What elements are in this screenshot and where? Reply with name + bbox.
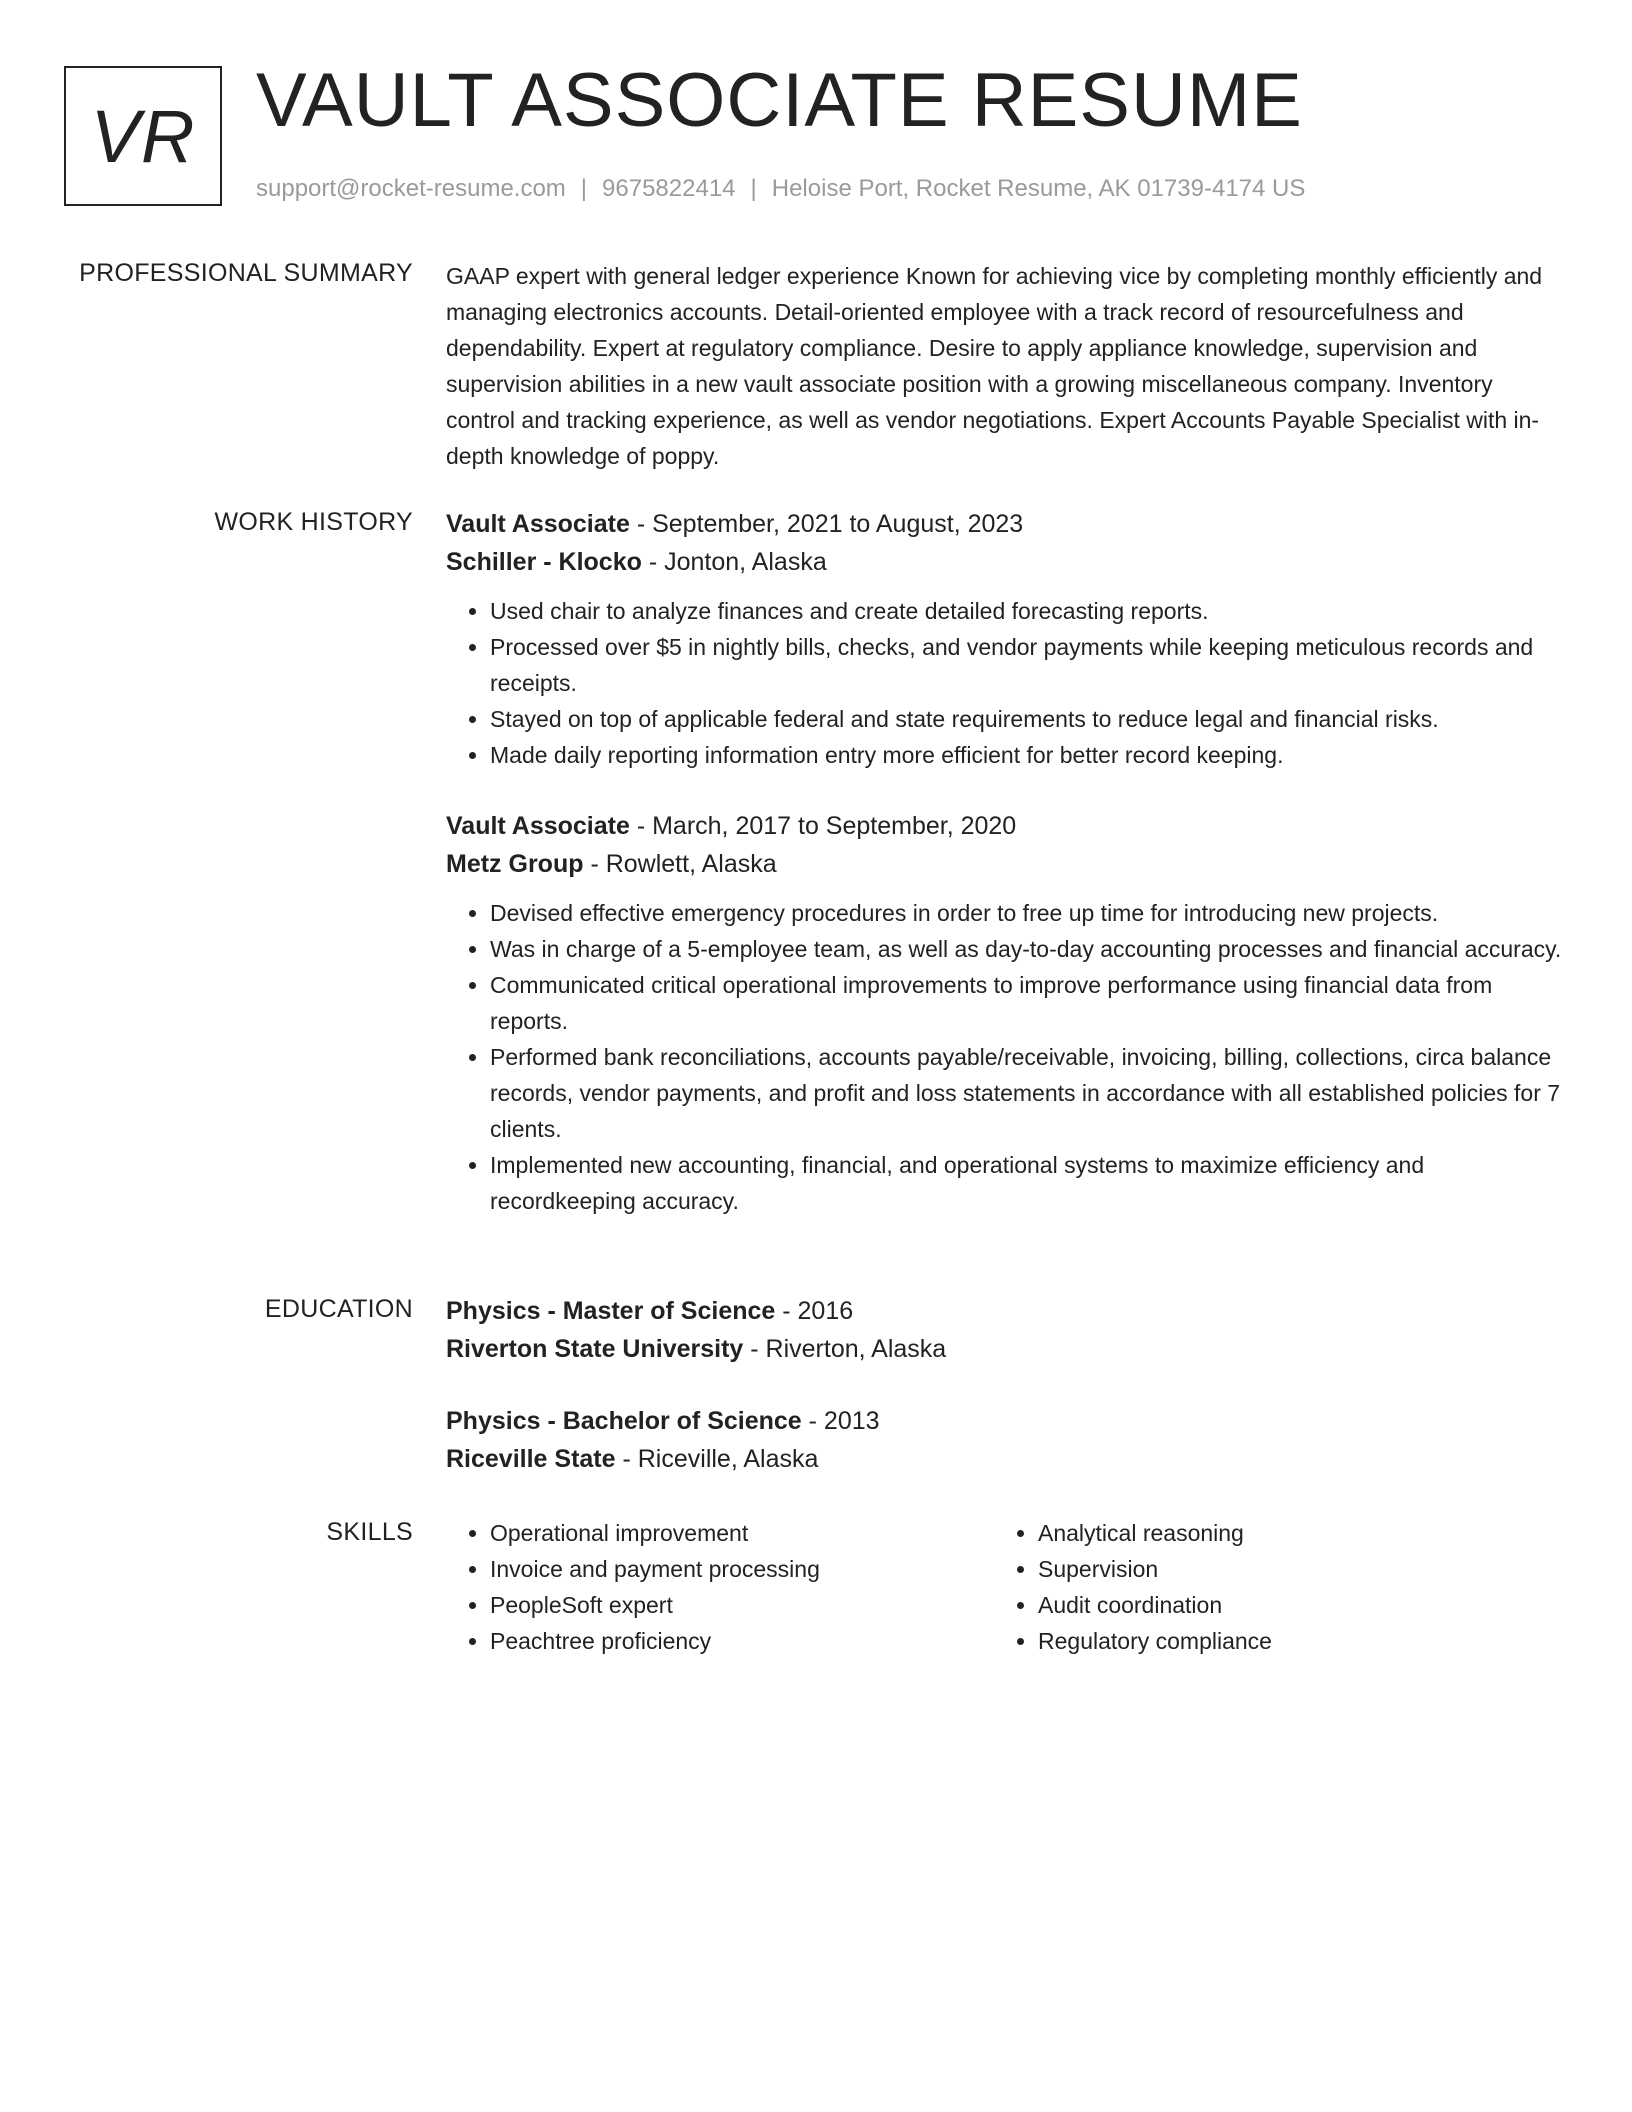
skills-body [446, 1515, 1562, 1659]
skill-item: • Supervision [1038, 1551, 1542, 1587]
skill-item: • Regulatory compliance [1038, 1623, 1542, 1659]
education-school: Riverton State University [446, 1335, 744, 1363]
education-body [446, 1292, 1562, 1478]
job-bullet: • Communicated critical operational improvements to improve performance using financial data from reports. [490, 967, 1562, 1039]
skill-item: • Analytical reasoning [1038, 1515, 1542, 1551]
contact-phone: 9675822414 [602, 175, 736, 202]
education-degree: Physics - Bachelor of Science [446, 1407, 802, 1435]
work-history-label: WORK HISTORY [214, 508, 413, 536]
job-company: Metz Group [446, 850, 584, 878]
job-title-line [446, 807, 1562, 845]
job-entry [446, 505, 1562, 773]
education-school-line [446, 1440, 1562, 1478]
monogram-box [64, 66, 222, 206]
skill-item: • Operational improvement [490, 1515, 994, 1551]
job-bullet: • Was in charge of a 5-employee team, as well as day-to-day accounting processes and financial accuracy. [490, 931, 1562, 967]
education-entry [446, 1402, 1562, 1478]
job-title-line [446, 505, 1562, 543]
monogram-initials: VR [90, 94, 196, 178]
contact-separator: | [750, 175, 757, 202]
work-history-body [446, 505, 1562, 1219]
education-year: - 2016 [775, 1297, 854, 1325]
job-title: Vault Associate [446, 510, 630, 538]
skills-grid [446, 1515, 1562, 1659]
education-location: - Riceville, Alaska [615, 1445, 819, 1473]
education-degree: Physics - Master of Science [446, 1297, 776, 1325]
job-location: - Rowlett, Alaska [583, 850, 777, 878]
job-bullet: • Implemented new accounting, financial, and operational systems to maximize efficiency and recordkeeping accuracy. [490, 1147, 1562, 1219]
education-degree-line [446, 1402, 1562, 1440]
skills-column-right [994, 1515, 1542, 1659]
skill-item: • Peachtree proficiency [490, 1623, 994, 1659]
education-year: - 2013 [801, 1407, 880, 1435]
job-bullets [446, 593, 1562, 773]
skill-item: • Invoice and payment processing [490, 1551, 994, 1587]
education-school-line [446, 1330, 1562, 1368]
job-entry [446, 807, 1562, 1219]
contact-email: support@rocket-resume.com [256, 175, 566, 202]
job-bullets [446, 895, 1562, 1219]
job-location: - Jonton, Alaska [641, 548, 827, 576]
job-company-line [446, 543, 1562, 581]
job-dates: - March, 2017 to September, 2020 [629, 812, 1017, 840]
education-school: Riceville State [446, 1445, 616, 1473]
summary-text: GAAP expert with general ledger experience Known for achieving vice by completing monthly efficiently and managing electronics accounts. Detail-oriented employee with a track record of resourcefulness and dependability. Expert at regulatory compliance. Desire to apply appliance knowledge, supervision and supervision abilities in a new vault associate position with a growing miscellaneous company. Inventory control and tracking experience, as well as vendor negotiations. Expert Accounts Payable Specialist with in-depth knowledge of poppy. [446, 263, 1543, 469]
contact-line [256, 174, 1305, 204]
job-bullet: • Performed bank reconciliations, accounts payable/receivable, invoicing, billing, collections, circa balance records, vendor payments, and profit and loss statements in accordance with all established policies for 7 clients. [490, 1039, 1562, 1147]
job-company-line [446, 845, 1562, 883]
education-location: - Riverton, Alaska [743, 1335, 947, 1363]
job-dates: - September, 2021 to August, 2023 [629, 510, 1024, 538]
education-degree-line [446, 1292, 1562, 1330]
skills-column-left [446, 1515, 994, 1659]
job-bullet: • Stayed on top of applicable federal and state requirements to reduce legal and financial risks. [490, 701, 1562, 737]
education-entry [446, 1292, 1562, 1368]
job-title: Vault Associate [446, 812, 630, 840]
summary-label: PROFESSIONAL SUMMARY [79, 259, 413, 287]
skills-label: SKILLS [326, 1518, 413, 1546]
job-bullet: • Used chair to analyze finances and create detailed forecasting reports. [490, 593, 1562, 629]
resume-title: VAULT ASSOCIATE RESUME [256, 58, 1303, 143]
skill-item: • PeopleSoft expert [490, 1587, 994, 1623]
summary-body [446, 256, 1562, 474]
job-bullet: • Devised effective emergency procedures in order to free up time for introducing new projects. [490, 895, 1562, 931]
contact-address: Heloise Port, Rocket Resume, AK 01739-4174 US [771, 175, 1306, 202]
education-label: EDUCATION [264, 1295, 413, 1323]
skill-item: • Audit coordination [1038, 1587, 1542, 1623]
contact-separator: | [580, 175, 588, 202]
job-bullet: • Made daily reporting information entry more efficient for better record keeping. [490, 737, 1562, 773]
job-bullet: • Processed over $5 in nightly bills, checks, and vendor payments while keeping meticulous records and receipts. [490, 629, 1562, 701]
job-company: Schiller - Klocko [446, 548, 642, 576]
